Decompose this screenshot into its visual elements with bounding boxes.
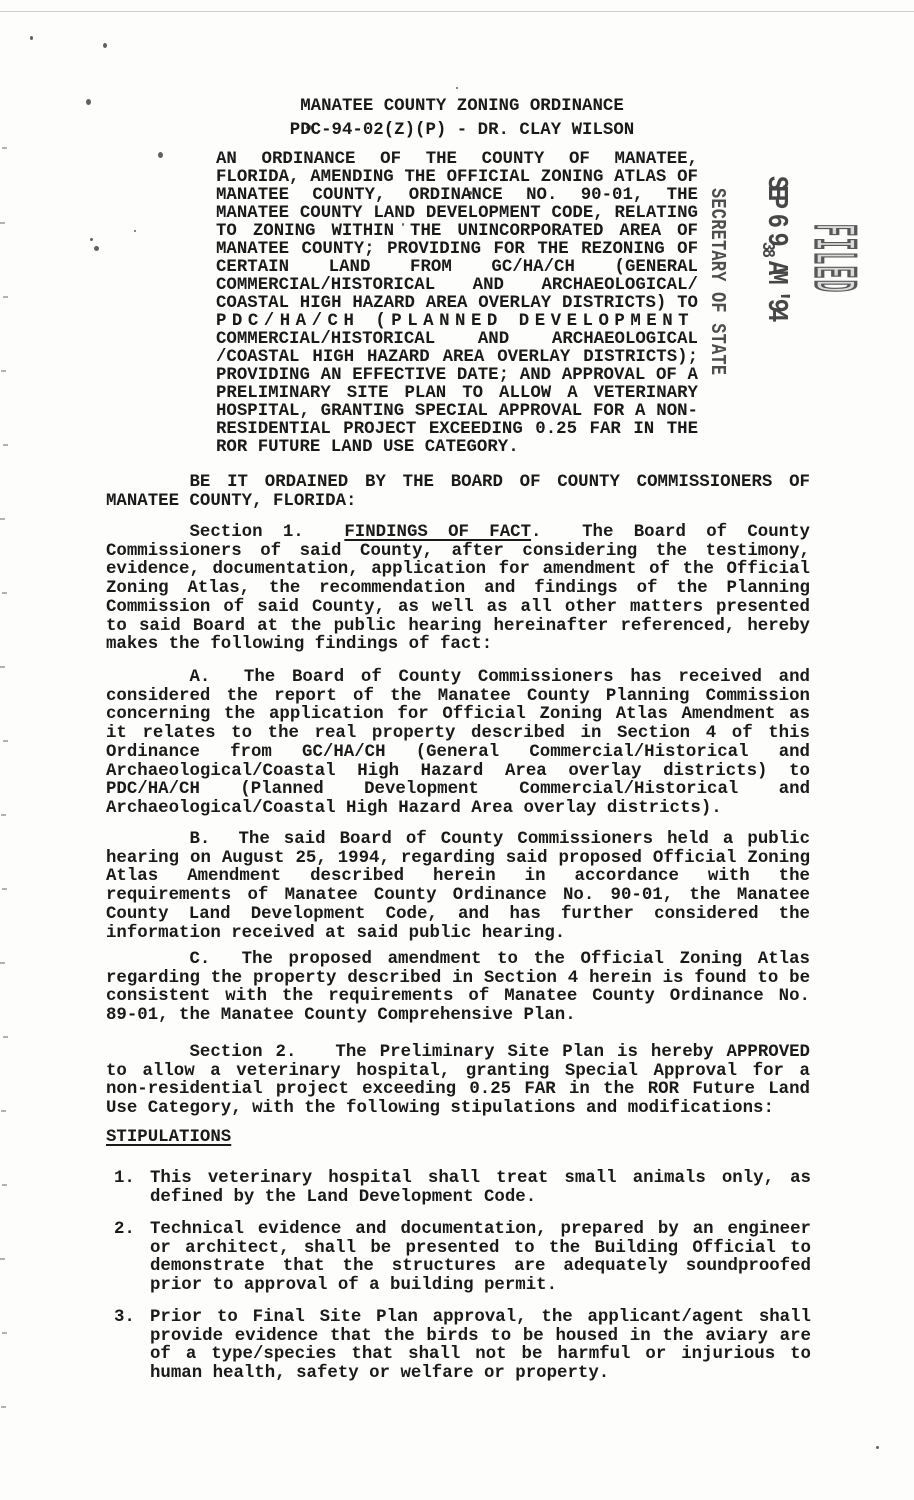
scan-mark <box>3 444 8 446</box>
scan-speck <box>158 152 163 158</box>
ordinance-title-line: COASTAL HIGH HAZARD AREA OVERLAY DISTRICTS) TO <box>216 294 698 313</box>
scan-edge-line <box>0 11 914 12</box>
section-1-paragraph <box>106 524 810 655</box>
finding-c-paragraph: C. The proposed amendment to the Official Zoning Atlas regarding the property described in Section 4 herein is found to be consistent with the requirements of Manatee County Ordinance No. 89-01, the Manatee County Comprehensive Plan. <box>106 950 810 1026</box>
scan-speck <box>30 36 33 40</box>
scan-mark <box>1 1406 6 1408</box>
section-2-paragraph: Section 2. The Preliminary Site Plan is hereby APPROVED to allow a veterinary hospital, granting Special Approval for a non-residential project exceeding 0.25 FAR in the ROR Future Land Use Category, with the following stipulations and modifications: <box>106 1043 810 1119</box>
stipulation-item <box>106 1309 811 1384</box>
enacting-clause: BE IT ORDAINED BY THE BOARD OF COUNTY COMMISSIONERS OF MANATEE COUNTY, FLORIDA: <box>106 473 810 511</box>
ordinance-title-line: COMMERCIAL/⁠HISTORICAL AND ARCHAEOLOGICAL/⁠ <box>216 276 698 295</box>
stamp-ampm-year-text: AM '94 <box>759 260 792 318</box>
scan-mark <box>0 962 5 964</box>
ordinance-title-line: MANATEE COUNTY LAND DEVELOPMENT CODE, RELATING <box>216 204 698 223</box>
scan-speck <box>456 87 458 89</box>
ordinance-title-line: /⁠COASTAL HIGH HAZARD AREA OVERLAY DISTRICTS); <box>216 348 698 367</box>
ordinance-title-line: FLORIDA, AMENDING THE OFFICIAL ZONING ATLAS OF <box>216 168 698 187</box>
scan-mark <box>2 888 7 890</box>
finding-a-paragraph: A. The Board of County Commissioners has received and considered the report of the Manatee County Planning Commission concerning the application for Official Zoning Atlas Amendment as it relates to the real property described in Section 4 of this Ordinance from GC/⁠HA/⁠CH (General Commercial/⁠Historical and Archaeological/⁠Coastal High Hazard Area overlay districts) to PDC/⁠HA/⁠CH (Planned Development Commercial/⁠Historical and Archaeological/⁠Coastal High Hazard Area overlay districts). <box>106 668 810 818</box>
scan-speck <box>90 238 93 241</box>
ordinance-title-line: MANATEE COUNTY; PROVIDING FOR THE REZONING OF <box>216 240 698 259</box>
scan-mark <box>0 666 5 668</box>
scan-mark <box>0 1258 5 1260</box>
scan-speck <box>103 43 107 48</box>
section-1-label: Section 1. <box>189 523 345 542</box>
stamp-date-text: SEP 6 9 <box>759 176 792 242</box>
stipulation-text: Prior to Final Site Plan approval, the applicant/⁠agent shall provide evidence that the birds to be housed in the aviary are of a type/⁠species that shall not be harmful or injurious to human health, safety or welfare or property. <box>150 1308 811 1384</box>
case-number: PDC-94-02(Z)(P) - DR. CLAY WILSON <box>289 120 635 140</box>
ordinance-title-line: COMMERCIAL/⁠HISTORICAL AND ARCHAEOLOGICAL <box>216 330 698 349</box>
stipulation-number: 2. <box>114 1220 135 1239</box>
ordinance-title-line: RESIDENTIAL PROJECT EXCEEDING 0.25 FAR IN THE <box>216 420 698 439</box>
stipulation-number: 3. <box>114 1308 135 1327</box>
scan-mark <box>0 518 5 520</box>
ordinance-title-line: MANATEE COUNTY, ORDINANCE NO. 90-01, THE <box>216 186 698 205</box>
ordinance-title-line: ROR FUTURE LAND USE CATEGORY. <box>216 438 519 457</box>
document-title: MANATEE COUNTY ZONING ORDINANCE <box>300 97 624 116</box>
section-1-body: . The Board of County Commissioners of said County, after considering the testimony, evidence, documentation, application for amendment of the Official Zoning Atlas, the recommendation and findings of the Planning Commission of said County, as well as all other matters presented to said Board at the public hearing hereinafter referenced, hereby makes the following findings of fact: <box>106 523 810 655</box>
ordinance-title-line: PRELIMINARY SITE PLAN TO ALLOW A VETERINARY <box>216 384 698 403</box>
scan-mark <box>1 814 6 816</box>
scan-mark <box>3 740 8 742</box>
scan-mark <box>2 592 7 594</box>
scan-speck <box>134 230 136 232</box>
ordinance-title-line: TO ZONING WITHIN THE UNINCORPORATED AREA OF <box>216 222 698 241</box>
received-date-stamp <box>757 176 792 317</box>
scan-speck <box>94 246 99 251</box>
ordinance-title-line: PDC/⁠HA/⁠CH (PLANNED DEVELOPMENT <box>216 312 695 331</box>
scan-mark <box>3 1036 8 1038</box>
stipulation-item <box>106 1221 811 1296</box>
scan-mark <box>1 370 6 372</box>
ordinance-title-block <box>216 151 698 457</box>
stipulation-item <box>106 1170 811 1207</box>
scan-speck <box>876 1446 879 1449</box>
stipulation-number: 1. <box>114 1169 135 1188</box>
stipulation-text: Technical evidence and documentation, prepared by an engineer or architect, shall be presented to the Building Official to demonstrate that the structures are adequately soundproofed prior to approval of a building permit. <box>150 1220 811 1296</box>
document-header <box>0 95 914 142</box>
ordinance-title-line: PROVIDING AN EFFECTIVE DATE; AND APPROVAL OF A <box>216 366 698 385</box>
stipulation-text: This veterinary hospital shall treat small animals only, as defined by the Land Development Code. <box>150 1169 811 1207</box>
scan-mark <box>2 1332 7 1334</box>
ordinance-title-line: HOSPITAL, GRANTING SPECIAL APPROVAL FOR A NON- <box>216 402 698 421</box>
ordinance-title-line: AN ORDINANCE OF THE COUNTY OF MANATEE, <box>216 150 698 169</box>
scan-mark <box>0 222 5 224</box>
stipulations-heading: STIPULATIONS <box>106 1128 232 1147</box>
secretary-of-state-stamp: SECRETARY OF STATE <box>704 188 728 376</box>
section-1-heading: FINDINGS OF FACT <box>344 523 532 542</box>
scan-mark <box>2 1184 7 1186</box>
scan-mark <box>1 1110 6 1112</box>
filed-stamp: FILED <box>795 224 864 295</box>
scan-mark <box>2 147 7 149</box>
scan-mark <box>3 296 8 298</box>
ordinance-title-line: CERTAIN LAND FROM GC/⁠HA/⁠CH (GENERAL <box>216 258 698 277</box>
stamp-minutes-text: 38 <box>757 241 778 256</box>
finding-b-paragraph: B. The said Board of County Commissioners held a public hearing on August 25, 1994, regarding said proposed Official Zoning Atlas Amendment described herein in accordance with the requirements of Manatee County Ordinance No. 90-01, the Manatee County Land Development Code, and has further considered the information received at said public hearing. <box>106 830 810 943</box>
